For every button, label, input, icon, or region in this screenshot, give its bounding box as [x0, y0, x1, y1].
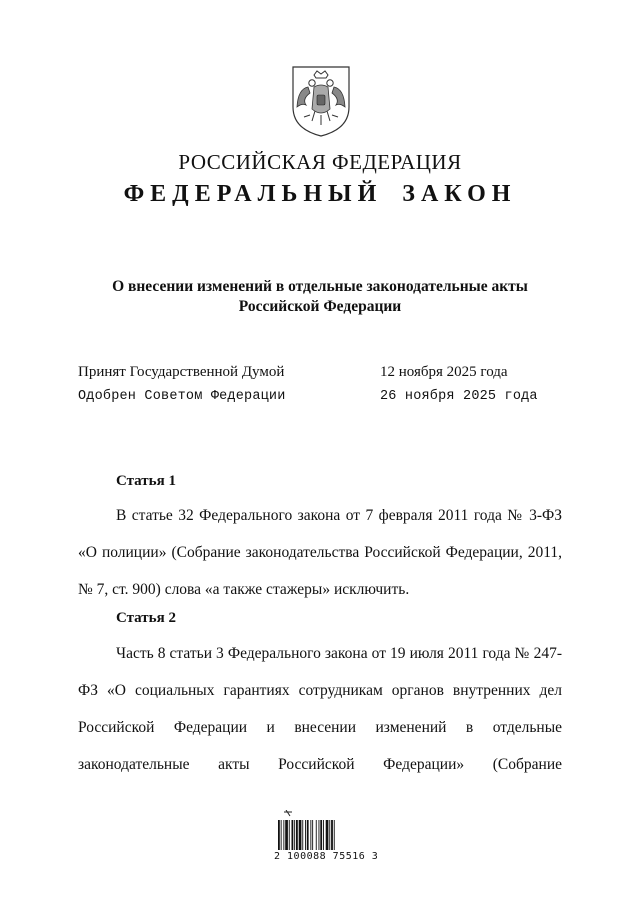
coat-of-arms-emblem	[288, 63, 354, 139]
barcode-bar	[329, 820, 330, 850]
barcode-bar	[334, 820, 335, 850]
barcode-bar	[326, 820, 329, 850]
barcode-bar	[319, 820, 320, 850]
law-title-line-2: Российской Федерации	[238, 298, 402, 315]
law-type-word-2: ЗАКОН	[402, 181, 517, 207]
article-1-text: В статье 32 Федерального закона от 7 февраля 2011 года № 3-ФЗ «О полиции» (Собрание законодательства Российской Федерации, 2011, № 7, ст. 900) слова «а также стажеры» исключить.	[78, 507, 562, 598]
barcode-bar	[310, 820, 311, 850]
country-heading: РОССИЙСКАЯ ФЕДЕРАЦИЯ	[178, 150, 462, 174]
barcode-bar	[281, 820, 282, 850]
adoption-row-duma	[78, 364, 558, 386]
barcode-bar	[302, 820, 303, 850]
law-title-line-1: О внесении изменений в отдельные законодательные акты	[112, 278, 528, 295]
adoption-row-council	[78, 389, 558, 411]
law-title	[60, 277, 580, 317]
barcode-bar	[323, 820, 324, 850]
barcode-bar	[331, 820, 333, 850]
barcode-bar	[296, 820, 298, 850]
article-2-heading: Статья 2	[116, 610, 176, 626]
approval-date: 26 ноября 2025 года	[380, 389, 538, 404]
barcode-bar	[292, 820, 294, 850]
barcode-mark	[284, 810, 292, 816]
barcode-bar	[316, 820, 317, 850]
barcode-bar	[299, 820, 302, 850]
law-type-word-1: ФЕДЕРАЛЬНЫЙ	[123, 181, 383, 207]
article-2-text: Часть 8 статьи 3 Федерального закона от 19 июля 2011 года № 247-ФЗ «О социальных гарантиях сотрудникам органов внутренних дел Российской Федерации и внесении изменений в отдельные законодательные акты Российской Федерации» (Собрание	[78, 645, 562, 773]
article-1-heading: Статья 1	[116, 473, 176, 489]
barcode-bar	[305, 820, 306, 850]
document-type-heading	[0, 181, 640, 208]
barcode-bar	[278, 820, 280, 850]
approval-label: Одобрен Советом Федерации	[78, 389, 286, 404]
barcode-bar	[307, 820, 309, 850]
adoption-date: 12 ноября 2025 года	[380, 364, 508, 380]
barcode-bar	[294, 820, 295, 850]
barcode-bar	[283, 820, 284, 850]
adoption-label: Принят Государственной Думой	[78, 364, 285, 380]
barcode-bar	[320, 820, 322, 850]
barcode-number: 2 100088 75516 3	[274, 851, 379, 862]
barcode-bar	[312, 820, 313, 850]
barcode-bar	[289, 820, 290, 850]
barcode-bar	[285, 820, 288, 850]
